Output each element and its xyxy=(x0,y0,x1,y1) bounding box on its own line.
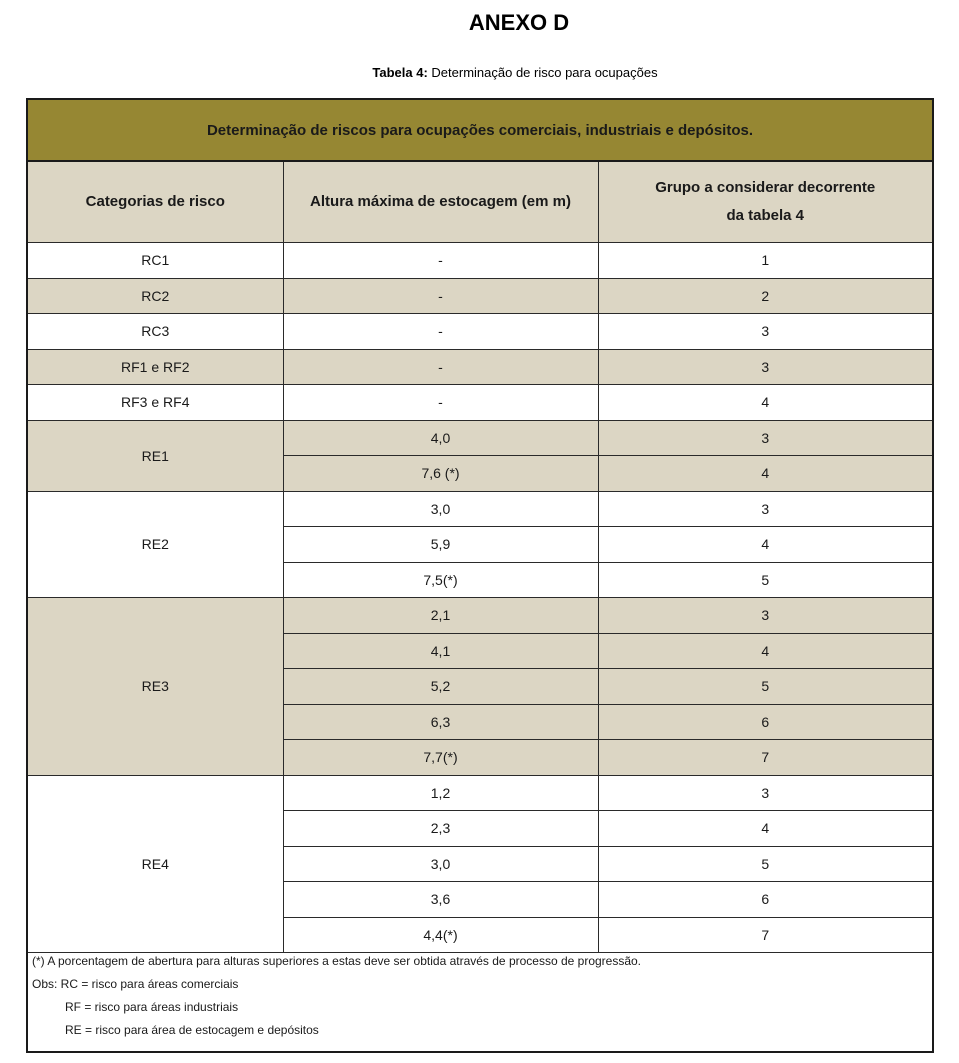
group-cell: 4 xyxy=(598,456,932,492)
caption-text: Determinação de risco para ocupações xyxy=(431,65,658,80)
caption-label: Tabela 4: xyxy=(372,65,428,80)
table-row xyxy=(28,385,932,421)
header-height: Altura máxima de estocagem (em m) xyxy=(283,162,598,243)
group-cell: 7 xyxy=(598,740,932,776)
obs-re: RE = risco para área de estocagem e depósitos xyxy=(65,1023,319,1037)
group-cell: 3 xyxy=(598,598,932,634)
storage-height-cell: 1,2 xyxy=(283,775,598,811)
group-cell: 2 xyxy=(598,278,932,314)
risk-category-cell: RC1 xyxy=(28,243,283,279)
storage-height-cell: - xyxy=(283,278,598,314)
storage-height-cell: 3,0 xyxy=(283,846,598,882)
storage-height-cell: 4,0 xyxy=(283,420,598,456)
group-cell: 6 xyxy=(598,882,932,918)
table-row xyxy=(28,314,932,350)
group-cell: 1 xyxy=(598,243,932,279)
group-cell: 3 xyxy=(598,420,932,456)
risk-category-cell: RE4 xyxy=(28,775,283,953)
page-title: ANEXO D xyxy=(468,10,570,35)
storage-height-cell: - xyxy=(283,385,598,421)
risk-category-cell: RC3 xyxy=(28,314,283,350)
group-cell: 6 xyxy=(598,704,932,740)
obs-rc: Obs: RC = risco para áreas comerciais xyxy=(32,977,239,991)
header-category: Categorias de risco xyxy=(28,162,283,243)
table-row xyxy=(28,278,932,314)
storage-height-cell: 7,6 (*) xyxy=(283,456,598,492)
storage-height-cell: - xyxy=(283,349,598,385)
storage-height-cell: 7,5(*) xyxy=(283,562,598,598)
storage-height-cell: 4,1 xyxy=(283,633,598,669)
storage-height-cell: - xyxy=(283,243,598,279)
storage-height-cell: 2,1 xyxy=(283,598,598,634)
risk-table-frame xyxy=(26,98,934,1053)
storage-height-cell: 5,2 xyxy=(283,669,598,705)
storage-height-cell: - xyxy=(283,314,598,350)
header-group xyxy=(598,162,932,243)
header-group-line1: Grupo a considerar decorrente xyxy=(655,179,876,196)
group-cell: 5 xyxy=(598,846,932,882)
storage-height-cell: 4,4(*) xyxy=(283,917,598,953)
group-cell: 4 xyxy=(598,633,932,669)
group-cell: 3 xyxy=(598,491,932,527)
table-notes xyxy=(32,952,922,1044)
group-cell: 5 xyxy=(598,669,932,705)
risk-category-cell: RE2 xyxy=(28,491,283,598)
risk-table-body xyxy=(28,243,932,953)
group-cell: 5 xyxy=(598,562,932,598)
risk-category-cell: RF1 e RF2 xyxy=(28,349,283,385)
risk-category-cell: RF3 e RF4 xyxy=(28,385,283,421)
group-cell: 3 xyxy=(598,349,932,385)
table-caption xyxy=(0,65,959,80)
obs-rf: RF = risco para áreas industriais xyxy=(65,1000,239,1014)
header-group-line2: da tabela 4 xyxy=(726,207,805,224)
table-title: Determinação de riscos para ocupações comerciais, industriais e depósitos. xyxy=(28,100,932,162)
risk-category-cell: RE1 xyxy=(28,420,283,491)
table-row xyxy=(28,420,932,456)
group-cell: 3 xyxy=(598,775,932,811)
risk-category-cell: RC2 xyxy=(28,278,283,314)
table-row xyxy=(28,349,932,385)
risk-table xyxy=(28,162,932,953)
group-cell: 4 xyxy=(598,811,932,847)
storage-height-cell: 7,7(*) xyxy=(283,740,598,776)
table-row xyxy=(28,775,932,811)
group-cell: 7 xyxy=(598,917,932,953)
storage-height-cell: 3,0 xyxy=(283,491,598,527)
group-cell: 3 xyxy=(598,314,932,350)
header-row xyxy=(28,162,932,243)
group-cell: 4 xyxy=(598,527,932,563)
table-row xyxy=(28,598,932,634)
footnote: (*) A porcentagem de abertura para alturas superiores a estas deve ser obtida através de processo de progressão. xyxy=(32,954,642,968)
storage-height-cell: 3,6 xyxy=(283,882,598,918)
group-cell: 4 xyxy=(598,385,932,421)
storage-height-cell: 6,3 xyxy=(283,704,598,740)
table-row xyxy=(28,243,932,279)
storage-height-cell: 2,3 xyxy=(283,811,598,847)
storage-height-cell: 5,9 xyxy=(283,527,598,563)
table-row xyxy=(28,491,932,527)
risk-category-cell: RE3 xyxy=(28,598,283,776)
